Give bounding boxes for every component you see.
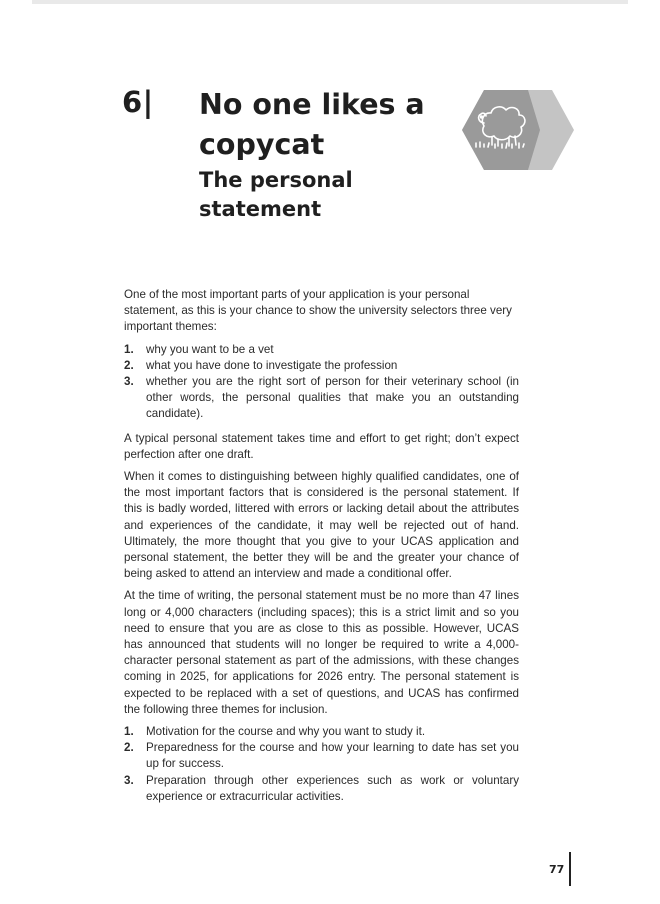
list-item: 1. Motivation for the course and why you want to study it. <box>124 725 426 739</box>
list-item: 2. what you have done to investigate the profession <box>124 358 398 372</box>
chapter-number: 6| <box>122 85 154 119</box>
sheep-hexagon-icon <box>462 90 574 170</box>
paragraph-time-of-writing: At the time of writing, the personal statement must be no more than 47 lines long or 4,000 characters (including spaces); this is a strict limit and so you need to ensure that you are as close to this as possible. However, UCAS has announced that students will no longer be required to write a 4,000-character personal statement as part of the admissions, with these changes coming in 2025, for applications for 2026 entry. The personal statement is expected to be replaced with a set of questions, and UCAS has confirmed the following three themes for inclusion. <box>124 589 519 716</box>
chapter-subtitle: The personal statement <box>199 168 353 221</box>
paragraph-draft: A typical personal statement takes time and effort to get right; don’t expect perfection after one draft. <box>124 431 519 461</box>
chapter-body <box>124 287 519 813</box>
paragraph-distinguishing: When it comes to distinguishing between highly qualified candidates, one of the most important factors that is considered is the personal statement. If this is badly worded, littered with errors or lacking detail about the attributes and experiences of the candidate, it may well be rejected out of hand. Ultimately, the more thought that you give to your UCAS application and personal statement, the better they will be and the greater your chance of being asked to attend an interview and made a conditional offer. <box>124 470 519 581</box>
page-number-rule <box>569 852 571 886</box>
page-number: 77 <box>549 863 565 876</box>
intro-paragraph: One of the most important parts of your application is your personal statement, as this is your chance to show the university selectors three very important themes: <box>124 288 512 334</box>
themes-list <box>124 342 519 423</box>
list-item: 1. why you want to be a vet <box>124 342 274 356</box>
page-top-edge <box>32 0 628 4</box>
list-item: 3. Preparation through other experiences such as work or voluntary experience or extracurricular activities. <box>124 773 519 803</box>
list-item: 3. whether you are the right sort of person for their veterinary school (in other words, the personal qualities that make you an outstanding candidate). <box>124 375 519 421</box>
new-themes-list <box>124 724 519 805</box>
list-item: 2. Preparedness for the course and how your learning to date has set you up for success. <box>124 741 519 771</box>
chapter-title: No one likes a copycat <box>199 88 425 161</box>
